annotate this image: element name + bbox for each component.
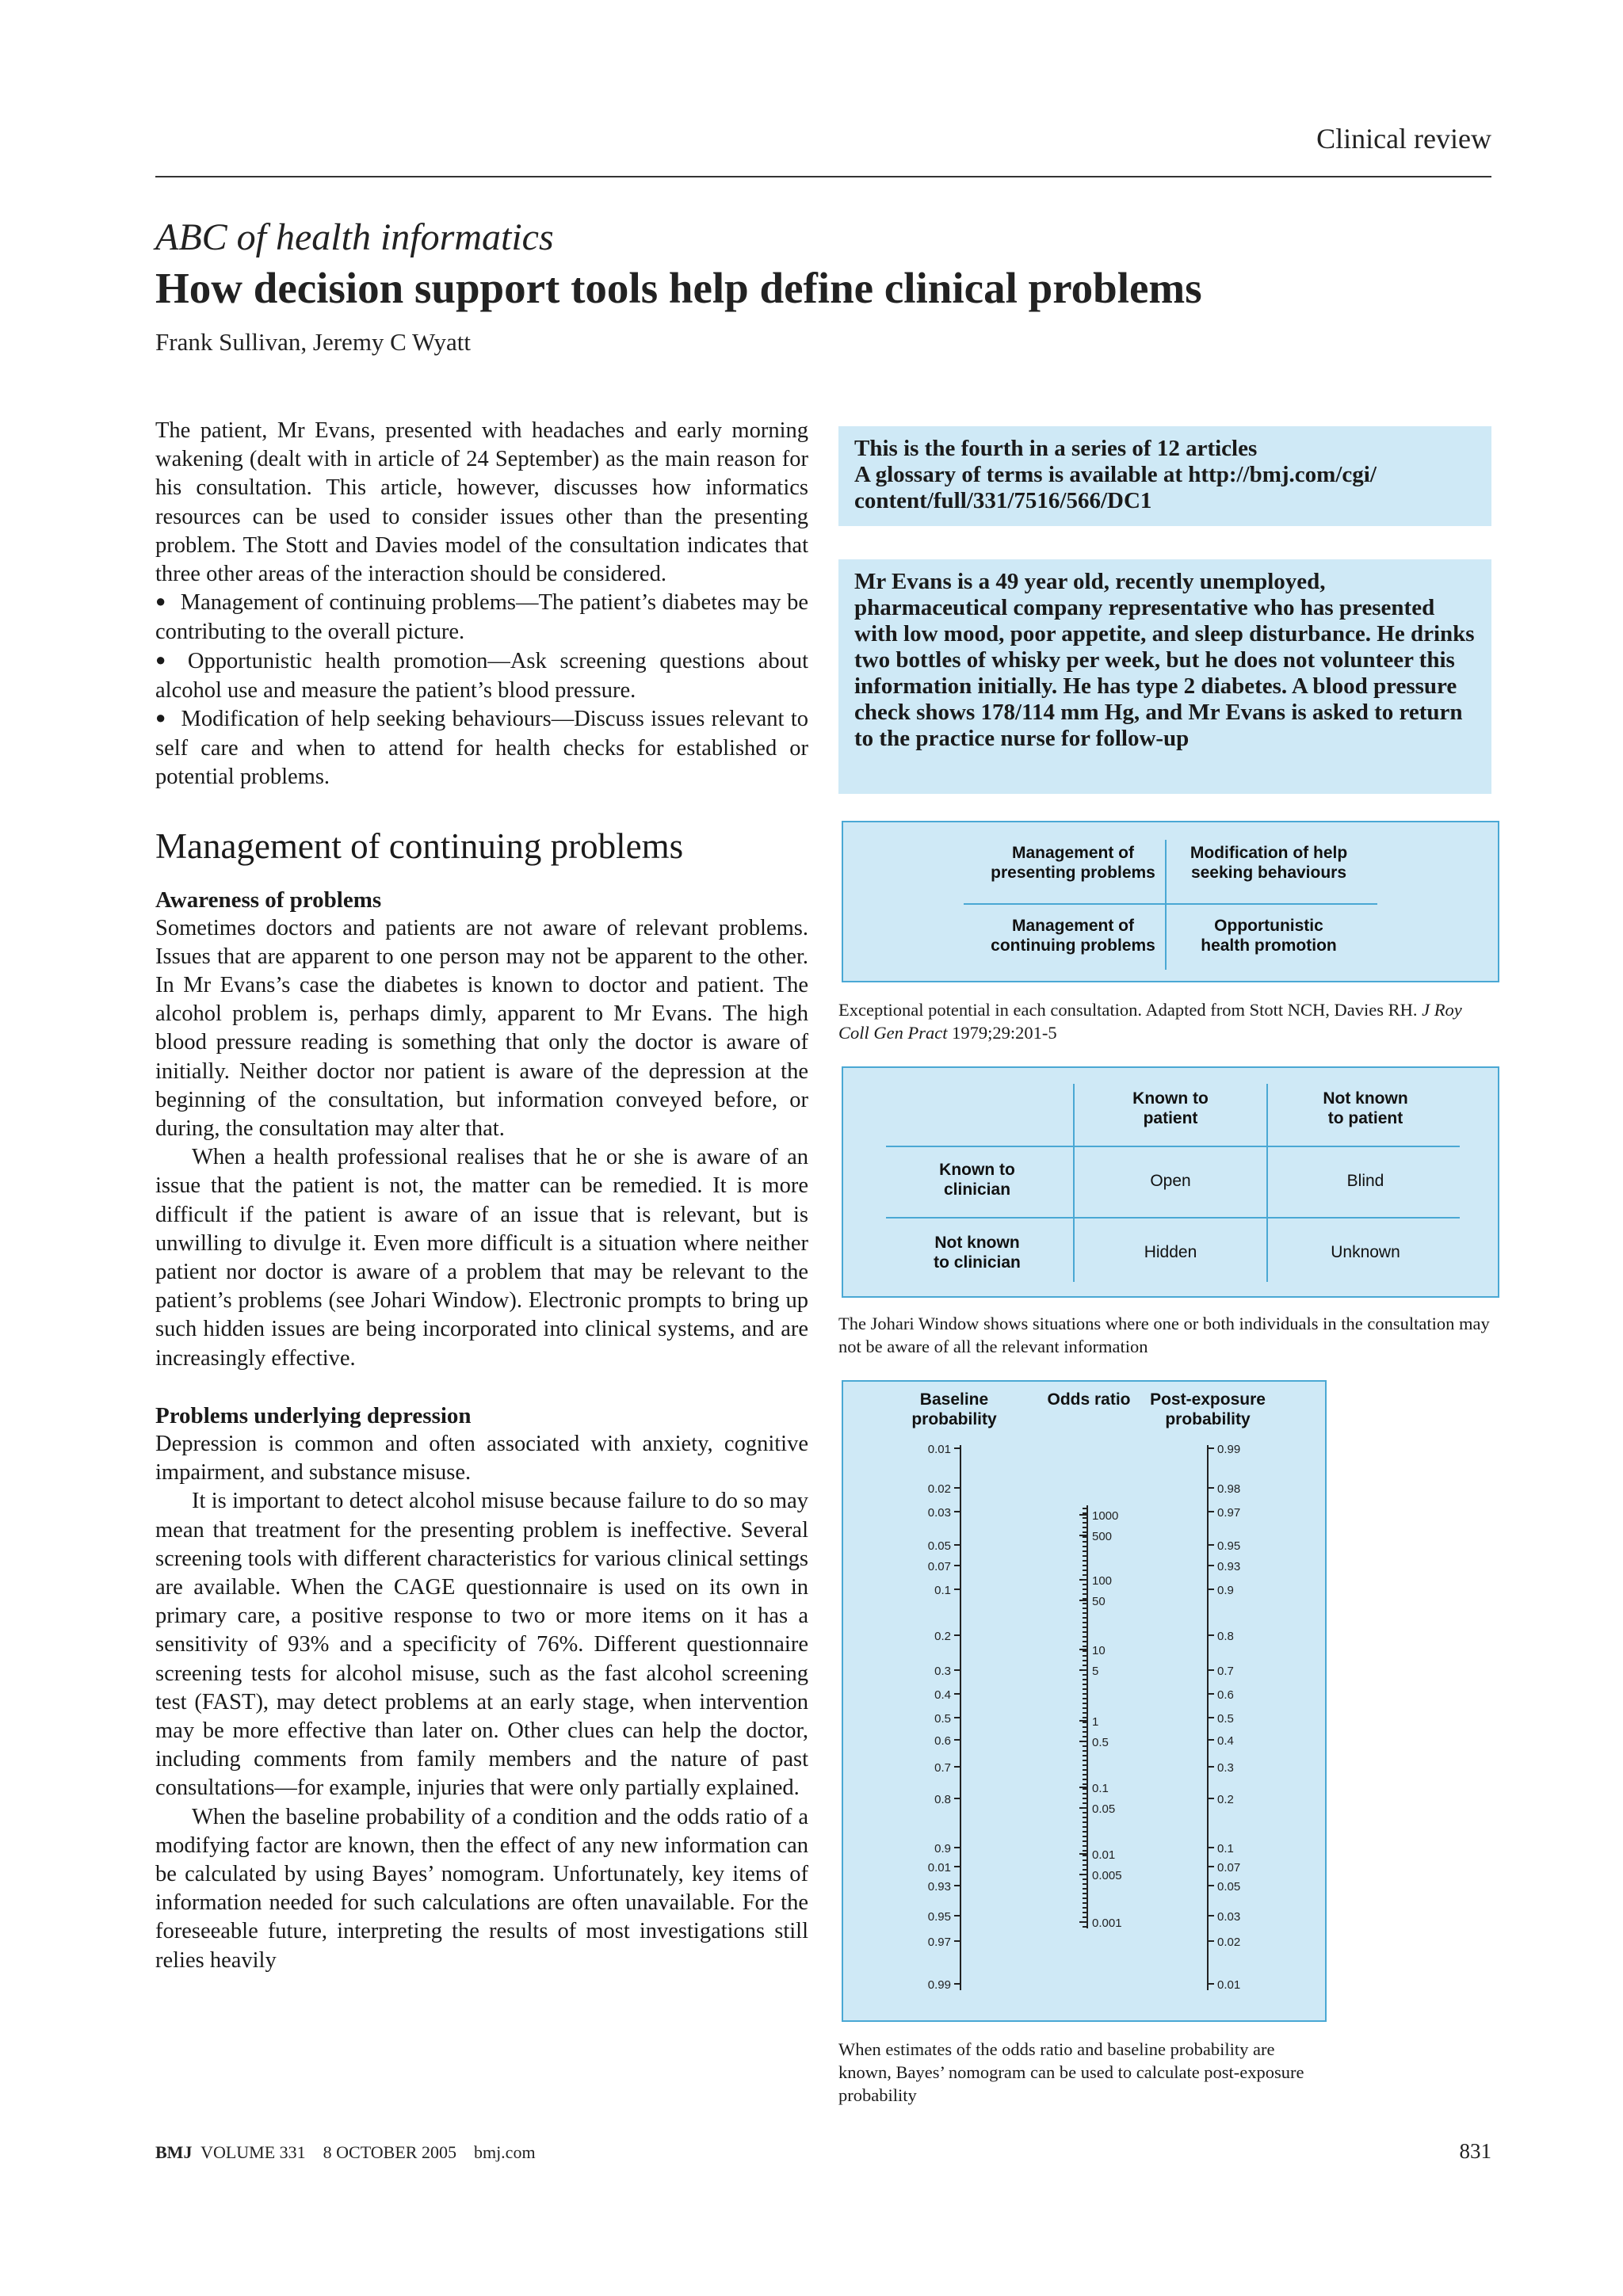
post-tick-label: 0.1	[1217, 1842, 1234, 1855]
baseline-tick-label: 0.8	[934, 1793, 951, 1806]
post-tick-label: 0.02	[1217, 1936, 1241, 1949]
series-note-line: This is the fourth in a series of 12 articles	[854, 436, 1258, 461]
cell-hidden: Hidden	[1144, 1243, 1197, 1261]
paragraph: It is important to detect alcohol misuse because failure to do so may mean that treatment for the presenting problem is ineffective. Several screening tools with different characteristics for various clinical settings are available. When the CAGE questionnaire is used on its own in primary care, a positive response to two or more items on it has a sensitivity of 93% and a specificity of 76%. Different questionnaire screening tests for alcohol misuse, such as the fast alcohol screening test (FAST), may detect problems at an early stage, when intervention may be more effective than later on. Other clues can help the doctor, including comments from family members and the nature of past consultations—for example, injuries that were only partially explained.	[155, 1489, 808, 1801]
baseline-tick-label: 0.7	[934, 1761, 951, 1775]
case-text: Mr Evans is a 49 year old, recently unemployed, pharmaceutical company representative who has presented with low mood, poor appetite, and sleep disturbance. He drinks two bottles of whisky per week, but he does not volunteer this information initially. He has type 2 diabetes. A blood pressure check shows 178/114 mm Hg, and Mr Evans is asked to return to the practice nurse for follow-up	[854, 569, 1475, 751]
post-tick-label: 0.93	[1217, 1560, 1241, 1573]
bullet-item: ● Modification of help seeking behaviours—Discuss issues relevant to self care and when to attend for health checks for established or potential problems.	[155, 705, 808, 792]
divider-horizontal	[886, 1217, 1460, 1219]
odds-tick-label: 0.01	[1092, 1848, 1116, 1862]
baseline-tick-label: 0.93	[927, 1880, 951, 1894]
baseline-tick-label: 0.2	[934, 1630, 951, 1643]
post-tick-label: 0.4	[1217, 1734, 1234, 1748]
baseline-tick-label: 0.9	[934, 1842, 951, 1855]
post-tick-label: 0.07	[1217, 1861, 1241, 1875]
divider-horizontal	[886, 1146, 1460, 1147]
odds-tick-label: 10	[1092, 1644, 1106, 1657]
baseline-tick-label: 0.1	[934, 1584, 951, 1597]
baseline-tick-label: 0.02	[927, 1482, 951, 1496]
footer	[155, 2142, 536, 2163]
glossary-line: A glossary of terms is available at http://bmj.com/cgi/	[854, 462, 1377, 487]
odds-tick-label: 0.1	[1092, 1782, 1109, 1795]
consultation-figure	[842, 821, 1499, 982]
baseline-tick-label: 0.95	[927, 1910, 951, 1924]
intro-paragraph: The patient, Mr Evans, presented with headaches and early morning wakening (dealt with in article of 24 September) as the main reason for his consultation. This article, however, discusses how informatics resources can be used to consider issues other than the presenting problem. The Stott and Davies model of the consultation indicates that three other areas of the interaction should be considered.	[155, 418, 808, 587]
consultation-caption: Exceptional potential in each consultation. Adapted from Stott NCH, Davies RH. J Roy Coll Gen Pract 1979;29:201-5	[838, 1000, 1462, 1043]
subheading-awareness: Awareness of problems	[155, 887, 382, 913]
quadrant-presenting: Management of presenting problems	[991, 844, 1155, 882]
odds-tick-label: 1000	[1092, 1509, 1119, 1523]
odds-tick-label: 0.005	[1092, 1869, 1122, 1882]
nomogram-header-odds: Odds ratio	[1047, 1390, 1131, 1409]
quadrant-help-seeking: Modification of help seeking behaviours	[1190, 844, 1348, 882]
row-not-known-to-clinician: Not known to clinician	[934, 1234, 1021, 1272]
johari-window-figure	[842, 1066, 1499, 1298]
bullet-item: ● Opportunistic health promotion—Ask screening questions about alcohol use and measure the patient’s blood pressure.	[155, 647, 808, 705]
baseline-tick-label: 0.99	[927, 1978, 951, 1992]
divider-vertical	[1266, 1084, 1268, 1282]
baseline-tick-label: 0.3	[934, 1665, 951, 1678]
baseline-tick-label: 0.97	[927, 1936, 951, 1949]
odds-tick-label: 0.001	[1092, 1917, 1122, 1930]
left-column	[155, 417, 808, 1975]
nomogram-scales	[843, 1382, 1325, 2020]
divider-vertical	[1073, 1084, 1075, 1282]
header-known-to-patient: Known to patient	[1132, 1089, 1209, 1127]
nomogram-header-post: Post-exposure probability	[1150, 1390, 1266, 1428]
cell-open: Open	[1150, 1172, 1191, 1190]
cell-unknown: Unknown	[1331, 1243, 1400, 1261]
paragraph: Depression is common and often associated with anxiety, cognitive impairment, and substance misuse.	[155, 1431, 808, 1486]
article-title: How decision support tools help define clinical problems	[155, 264, 1202, 312]
paragraph: When a health professional realises that he or she is aware of an issue that the patient is not, the matter can be remedied. It is more difficult if the patient is aware of an issue that is relevant, but is unwilling to divulge it. Even more difficult is a situation where neither patient nor doctor is aware of a problem that may be relevant to the patient’s problems (see Johari Window). Electronic prompts to bring up such hidden issues are being incorporated into clinical systems, and are increasingly effective.	[155, 1145, 808, 1371]
paragraph: When the baseline probability of a condition and the odds ratio of a modifying factor are known, then the effect of any new information can be calculated by using Bayes’ nomogram. Unfortunately, key items of information needed for such calculations are often unavailable. For the foreseeable future, interpreting the results of most investigations still relies heavily	[155, 1804, 808, 1973]
post-tick-label: 0.7	[1217, 1665, 1234, 1678]
divider-vertical	[1165, 840, 1167, 970]
series-note-box	[838, 426, 1491, 526]
post-tick-label: 0.6	[1217, 1688, 1234, 1702]
odds-tick-label: 5	[1092, 1665, 1099, 1678]
website[interactable]: bmj.com	[473, 2142, 536, 2162]
odds-tick-label: 500	[1092, 1530, 1113, 1543]
post-tick-label: 0.5	[1217, 1712, 1234, 1726]
cell-blind: Blind	[1346, 1172, 1384, 1190]
baseline-tick-label: 0.03	[927, 1506, 951, 1520]
odds-tick-label: 50	[1092, 1595, 1106, 1608]
baseline-tick-label: 0.01	[927, 1443, 951, 1456]
baseline-tick-label: 0.05	[927, 1539, 951, 1553]
header-rule	[155, 176, 1491, 177]
odds-tick-label: 1	[1092, 1715, 1099, 1729]
authors: Frank Sullivan, Jeremy C Wyatt	[155, 328, 471, 356]
post-tick-label: 0.98	[1217, 1482, 1241, 1496]
baseline-tick-label: 0.5	[934, 1712, 951, 1726]
row-known-to-clinician: Known to clinician	[939, 1161, 1015, 1199]
baseline-tick-label: 0.07	[927, 1560, 951, 1573]
section-heading: Management of continuing problems	[155, 826, 684, 866]
paragraph: Sometimes doctors and patients are not aware of relevant problems. Issues that are apparent to one person may not be apparent to the other. In Mr Evans’s case the diabetes is known to doctor and patient. The alcohol problem is, perhaps dimly, apparent to Mr Evans. The high blood pressure reading is something that only the doctor is aware of initially. Neither doctor nor patient is aware of the depression at the beginning of the consultation, but information conveyed before, or during, the consultation may alter that.	[155, 915, 808, 1142]
nomogram-caption: When estimates of the odds ratio and baseline probability are known, Bayes’ nomogram can be used to calculate post-exposure probability	[838, 2039, 1304, 2105]
johari-caption: The Johari Window shows situations where one or both individuals in the consultation may not be aware of all the relevant information	[838, 1314, 1490, 1356]
post-tick-label: 0.2	[1217, 1793, 1234, 1806]
quadrant-continuing: Management of continuing problems	[991, 917, 1155, 955]
bayes-nomogram-figure	[842, 1380, 1327, 2022]
nomogram-header-baseline: Baseline probability	[911, 1390, 997, 1428]
series-title: ABC of health informatics	[155, 216, 554, 258]
section-label: Clinical review	[1316, 123, 1491, 154]
baseline-tick-label: 0.01	[927, 1861, 951, 1875]
post-tick-label: 0.99	[1217, 1443, 1241, 1456]
case-box	[838, 559, 1491, 794]
post-tick-label: 0.97	[1217, 1506, 1241, 1520]
header-not-known-to-patient: Not known to patient	[1323, 1089, 1408, 1127]
post-tick-label: 0.01	[1217, 1978, 1241, 1992]
divider-horizontal	[964, 903, 1377, 905]
subheading-depression: Problems underlying depression	[155, 1402, 472, 1428]
post-tick-label: 0.95	[1217, 1539, 1241, 1553]
volume: VOLUME 331	[200, 2142, 306, 2162]
baseline-tick-label: 0.4	[934, 1688, 951, 1702]
odds-tick-label: 100	[1092, 1574, 1113, 1588]
post-tick-label: 0.8	[1217, 1630, 1234, 1643]
post-tick-label: 0.05	[1217, 1880, 1241, 1894]
odds-tick-label: 0.5	[1092, 1736, 1109, 1749]
odds-tick-label: 0.05	[1092, 1802, 1116, 1816]
post-tick-label: 0.3	[1217, 1761, 1234, 1775]
quadrant-health-promotion: Opportunistic health promotion	[1201, 917, 1337, 955]
post-tick-label: 0.9	[1217, 1584, 1234, 1597]
glossary-link[interactable]: content/full/331/7516/566/DC1	[854, 488, 1152, 513]
baseline-tick-label: 0.6	[934, 1734, 951, 1748]
bullet-item: ● Management of continuing problems—The patient’s diabetes may be contributing to the overall picture.	[155, 589, 808, 646]
journal-name: BMJ	[155, 2142, 193, 2162]
issue-date: 8 OCTOBER 2005	[323, 2142, 456, 2162]
post-tick-label: 0.03	[1217, 1910, 1241, 1924]
page-number: 831	[1459, 2139, 1491, 2163]
